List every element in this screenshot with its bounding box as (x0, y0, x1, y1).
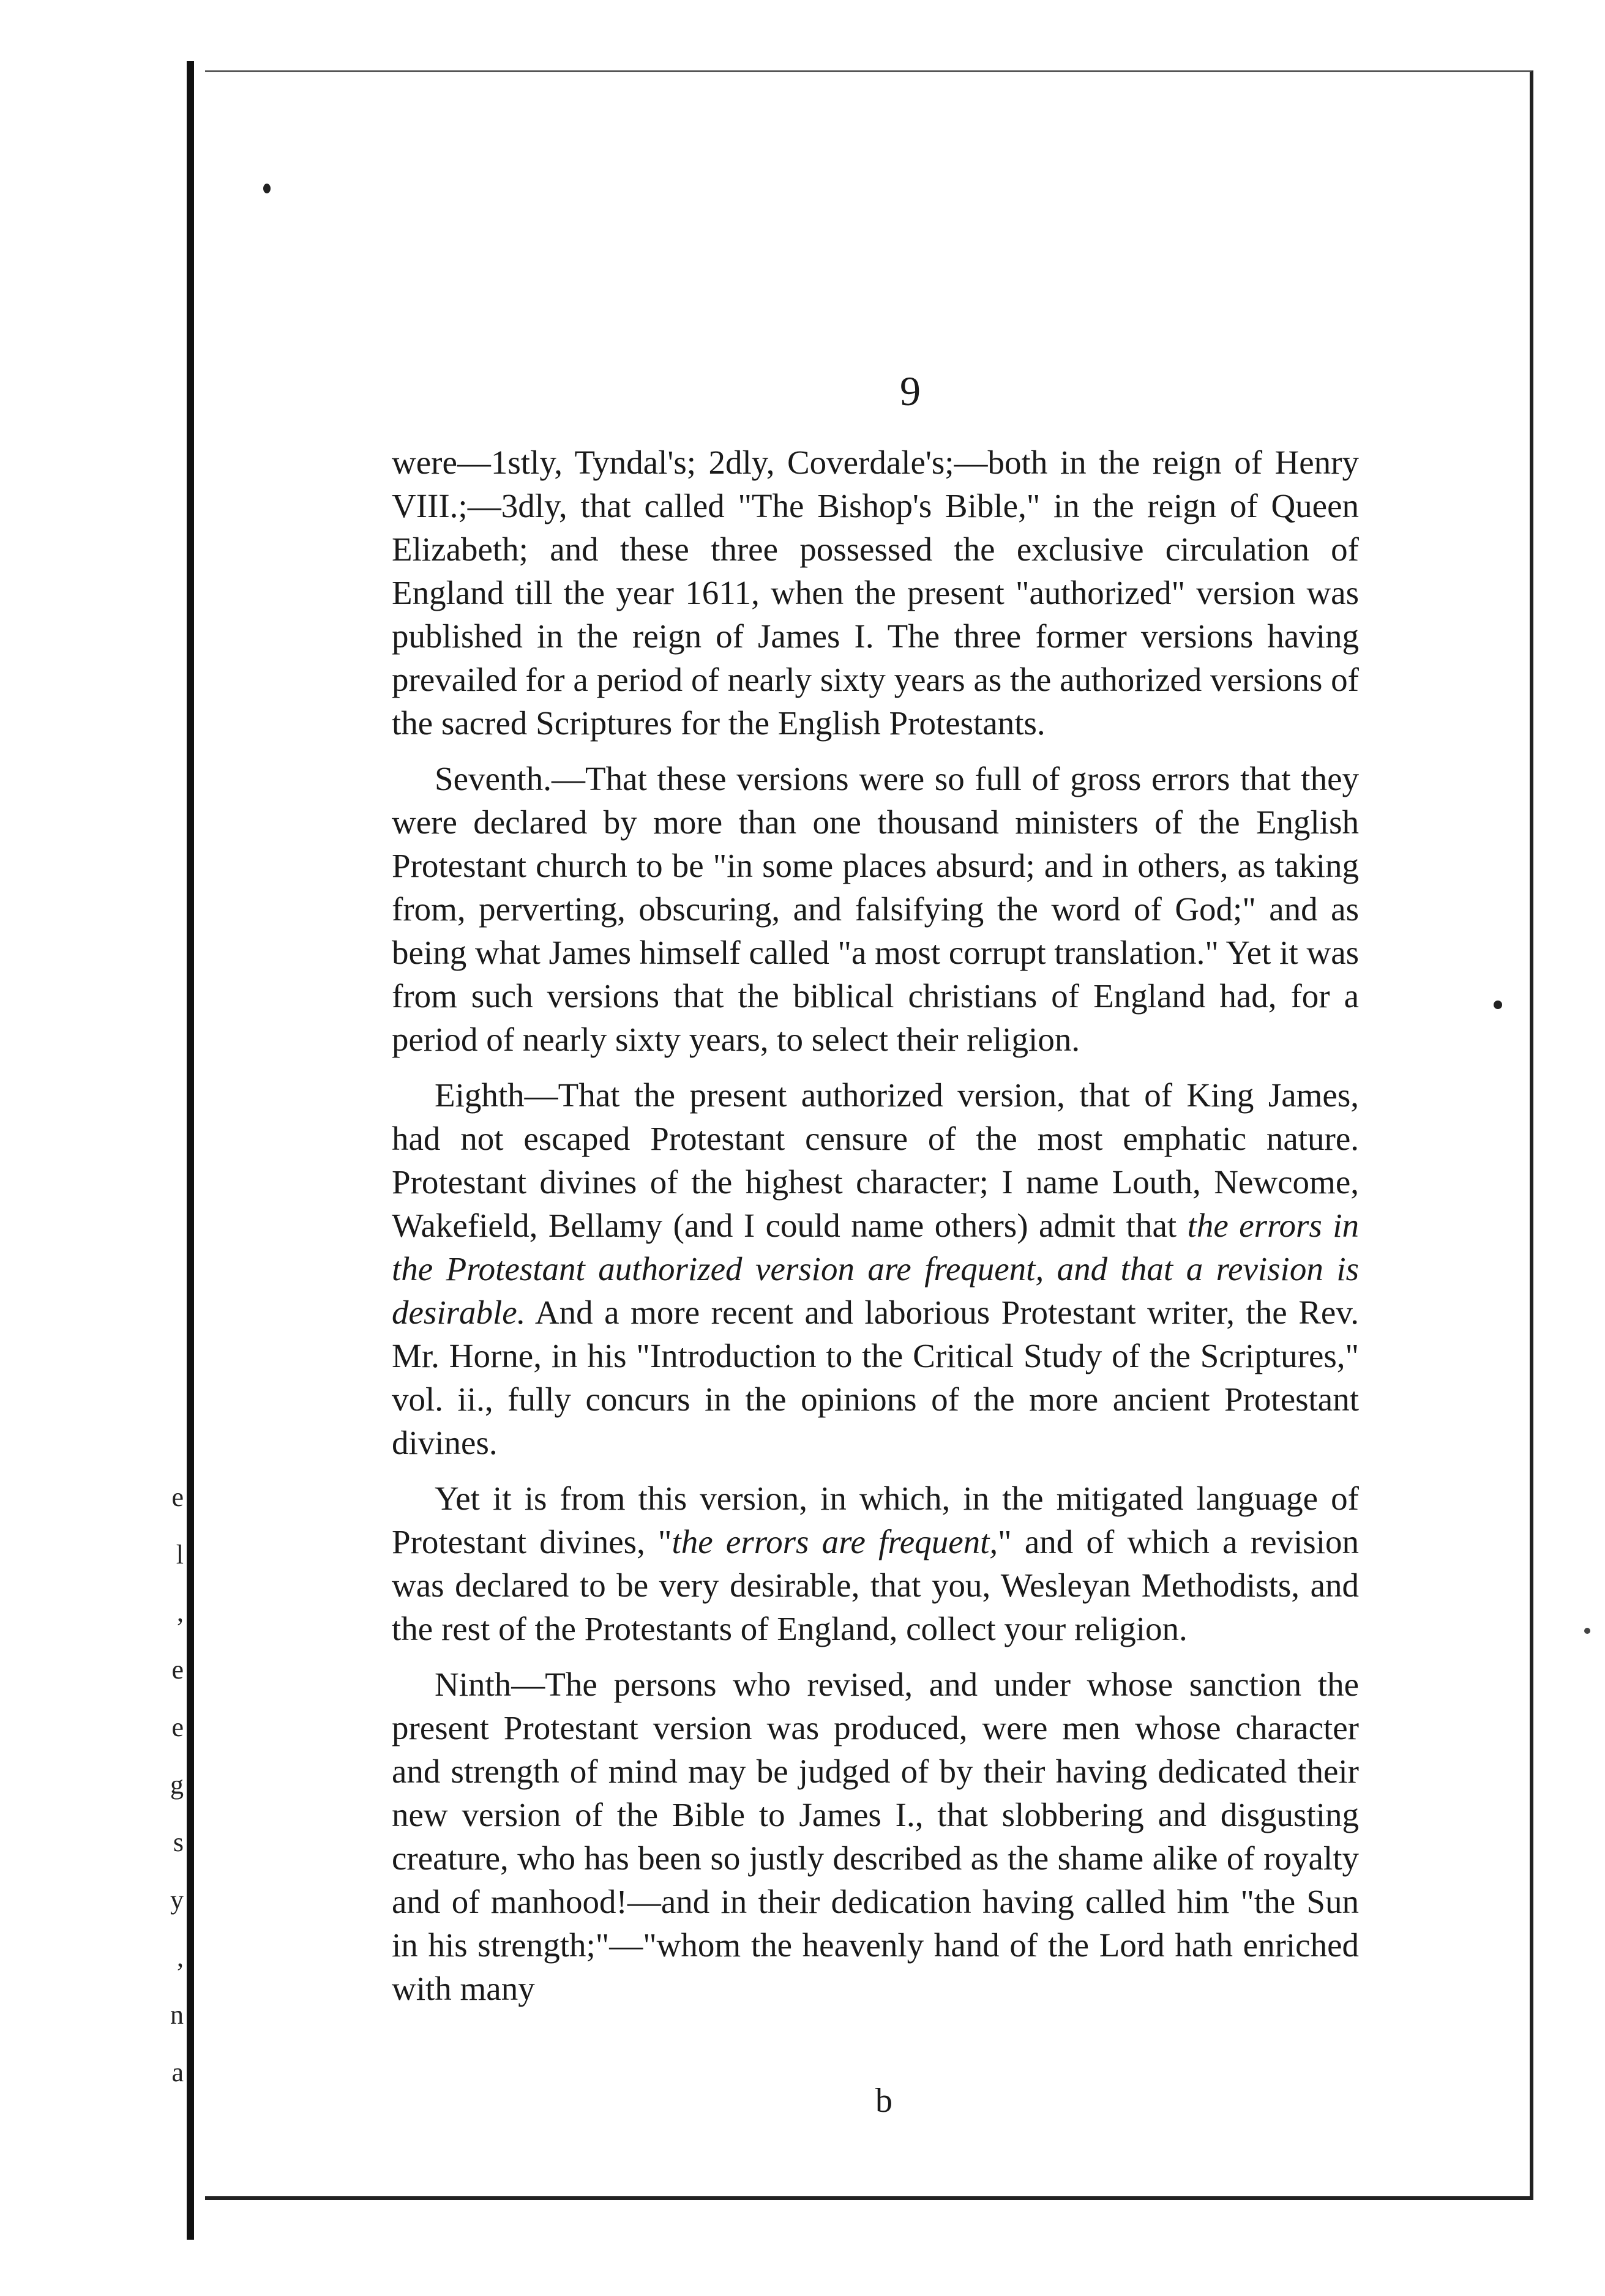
left-page-text-fragments (73, 1469, 184, 2101)
page-number: 9 (900, 368, 921, 414)
paragraph-text: Eighth—That the present authorized version, that of King James, had not escaped Protestant censure of the most emphatic nature. Protestant divines of the highest character; I name Louth, Newcome, Wakefield, Bellamy (and I could name others) admit that (392, 1076, 1359, 1244)
body-paragraph (392, 1477, 1359, 1650)
ink-speck (263, 184, 271, 193)
left-page-fragment: , (177, 1942, 184, 1972)
paragraph-text: " and of which a revision was declared to be very desirable, that you, Wesleyan Methodists, and the rest of the Protestants of England, collect your religion. (392, 1523, 1359, 1647)
left-page-fragment: , (177, 1597, 184, 1627)
left-page-fragment: e (171, 1655, 184, 1685)
book-spine-gutter (187, 61, 194, 2240)
page-body-text (392, 441, 1359, 2022)
body-paragraph (392, 757, 1359, 1061)
left-page-fragment: g (170, 1770, 184, 1800)
left-page-fragment: n (170, 2000, 184, 2030)
body-paragraph (392, 441, 1359, 745)
signature-mark: b (875, 2082, 892, 2120)
left-page-fragment: a (171, 2057, 184, 2087)
paragraph-text: Seventh.—That these versions were so full of gross errors that they were declared by more than one thousand ministers of the English Protestant church to be "in some places absurd; and in others, as taking from, perverting, obscuring, and falsifying the word of God;" and as being what James himself called "a most corrupt translation." Yet it was from such versions that the biblical christians of England had, for a period of nearly sixty years, to select their religion. (392, 760, 1360, 1058)
body-paragraph (392, 1663, 1359, 2010)
left-page-fragment: l (176, 1540, 184, 1570)
paragraph-text: Yet it is from this version, in which, in the mitigated language of Protestant divines, " (392, 1480, 1359, 1560)
paragraph-text: were—1stly, Tyndal's; 2dly, Coverdale's;—both in the reign of Henry VIII.;—3dly, that called "The Bishop's Bible," in the reign of Queen Elizabeth; and these three possessed the exclusive circulation of England till the year 1611, when the present "authorized" version was published in the reign of James I. The three former versions having prevailed for a period of nearly sixty years as the authorized versions of the sacred Scriptures for the English Protestants. (392, 444, 1359, 742)
italic-phrase: the errors in the Protestant authorized version are frequent, and that a revision is desirable. (392, 1207, 1359, 1331)
paragraph-text: Ninth—The persons who revised, and under whose sanction the present Protestant version was produced, were men whose character and strength of mind may be judged of by their having dedicated their new version of the Bible to James I., that slobbering and disgusting creature, who has been so justly described as the shame alike of royalty and of manhood!—and in their dedication having called him "the Sun in his strength;"—"whom the heavenly hand of the Lord hath enriched with many (392, 1666, 1359, 2007)
body-paragraph (392, 1073, 1359, 1464)
left-page-edge (0, 0, 190, 2296)
left-page-fragment: s (173, 1827, 184, 1857)
ink-speck (1584, 1628, 1590, 1634)
left-page-fragment: e (171, 1712, 184, 1742)
left-page-fragment: e (171, 1482, 184, 1512)
paragraph-text: And a more recent and laborious Protestant writer, the Rev. Mr. Horne, in his "Introduction to the Critical Study of the Scriptures," vol. ii., fully concurs in the opinions of the more ancient Protestant divines. (392, 1294, 1359, 1461)
left-page-fragment: y (170, 1885, 184, 1915)
italic-phrase: the errors are frequent, (672, 1523, 998, 1560)
ink-speck (1494, 1001, 1502, 1009)
